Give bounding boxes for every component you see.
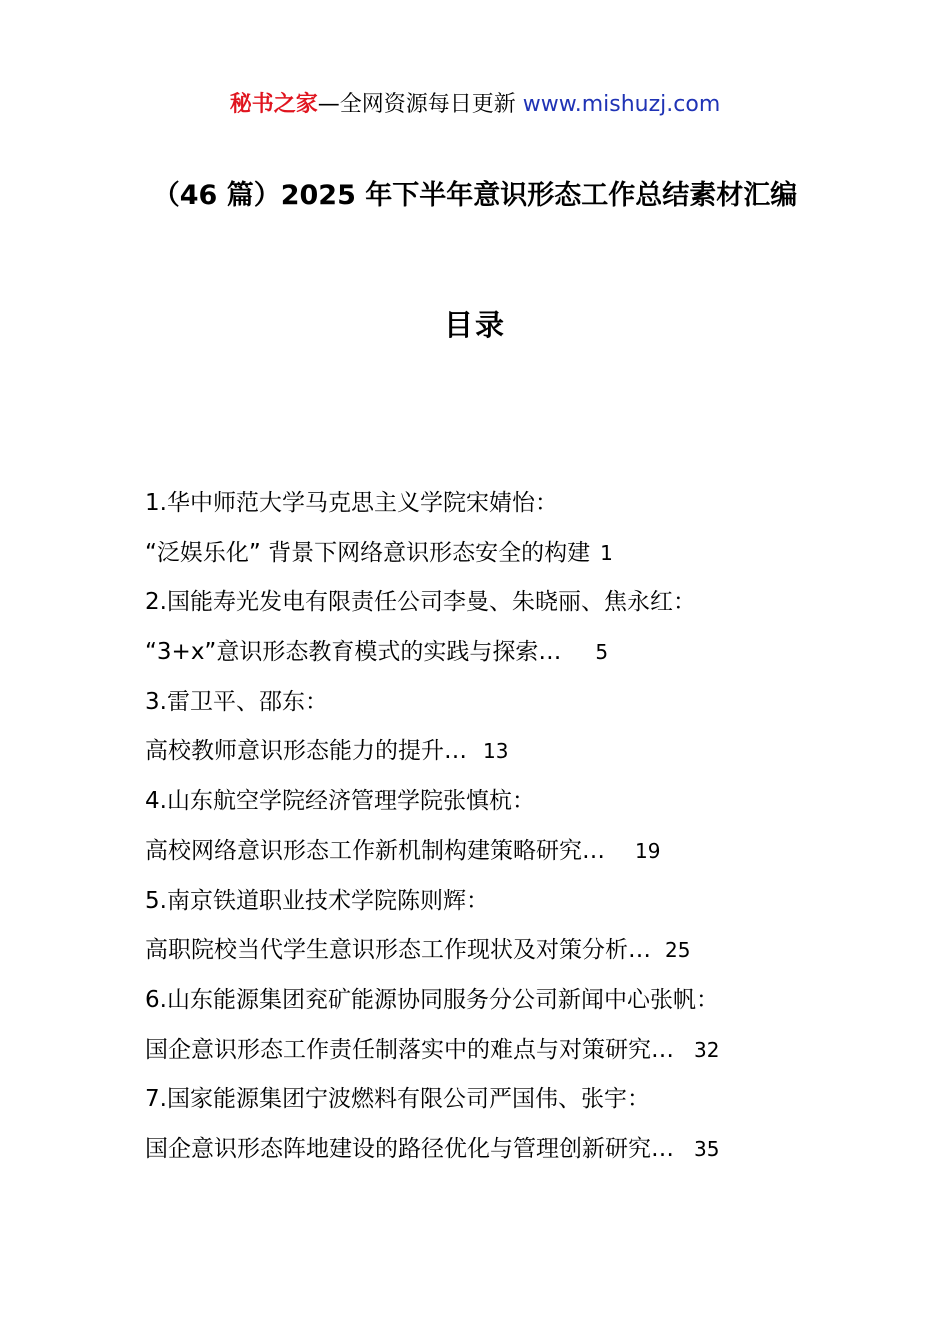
site-url-link[interactable]: www.mishuzj.com: [522, 92, 721, 117]
toc-heading: 目录: [443, 308, 506, 342]
toc-author-line: 7.国家能源集团宁波燃料有限公司严国伟、张宇：: [145, 1086, 650, 1113]
toc-article-title: “3+x”意识形态教育模式的实践与探索…: [145, 639, 562, 666]
toc-article-line: [145, 931, 845, 981]
toc-page-number: 25: [665, 938, 691, 963]
toc-page-number: 32: [694, 1037, 720, 1062]
toc-page-number: 5: [595, 640, 609, 665]
toc-entry[interactable]: [145, 583, 845, 682]
toc-article-title: “泛娱乐化” 背景下网络意识形态安全的构建: [145, 539, 591, 566]
document-title: （46 篇）2025 年下半年意识形态工作总结素材汇编: [152, 180, 798, 211]
toc-page-number: 19: [635, 838, 661, 863]
toc-article-line: [145, 633, 845, 683]
toc-article-title: 高职院校当代学生意识形态工作现状及对策分析…: [145, 937, 651, 964]
toc-entry[interactable]: [145, 882, 845, 981]
toc-author-line: 3.雷卫平、邵东：: [145, 688, 328, 715]
toc-author-line: 1.华中师范大学马克思主义学院宋婧怡：: [145, 490, 558, 516]
toc-article-line: [145, 832, 845, 882]
table-of-contents: [145, 484, 845, 1180]
toc-article-title: 高校教师意识形态能力的提升…: [145, 738, 467, 765]
brand-name: 秘书之家: [229, 92, 318, 117]
header-tagline: —全网资源每日更新: [317, 92, 523, 117]
toc-article-title: 高校网络意识形态工作新机制构建策略研究…: [145, 837, 605, 864]
toc-entry[interactable]: [145, 1080, 845, 1179]
toc-entry[interactable]: [145, 981, 845, 1080]
toc-author-line: 5.南京铁道职业技术学院陈则辉：: [145, 887, 489, 914]
toc-author-line: 2.国能寿光发电有限责任公司李曼、朱晓丽、焦永红：: [145, 589, 696, 616]
toc-entry[interactable]: [145, 683, 845, 782]
site-header: [0, 90, 950, 120]
toc-article-line: [145, 732, 845, 782]
toc-page-number: 1: [600, 540, 613, 565]
toc-author-line: 4.山东航空学院经济管理学院张慎杭：: [145, 788, 535, 815]
toc-page-number: 13: [483, 739, 509, 764]
toc-article-title: 国企意识形态工作责任制落实中的难点与对策研究…: [145, 1036, 674, 1063]
toc-author-line: 6.山东能源集团兖矿能源协同服务分公司新闻中心张帆：: [145, 986, 719, 1013]
toc-article-title: 国企意识形态阵地建设的路径优化与管理创新研究…: [145, 1135, 674, 1162]
toc-article-line: [145, 534, 845, 584]
toc-page-number: 35: [694, 1136, 720, 1161]
toc-article-line: [145, 1130, 845, 1180]
toc-article-line: [145, 1031, 845, 1081]
toc-entry[interactable]: [145, 484, 845, 583]
toc-entry[interactable]: [145, 782, 845, 881]
